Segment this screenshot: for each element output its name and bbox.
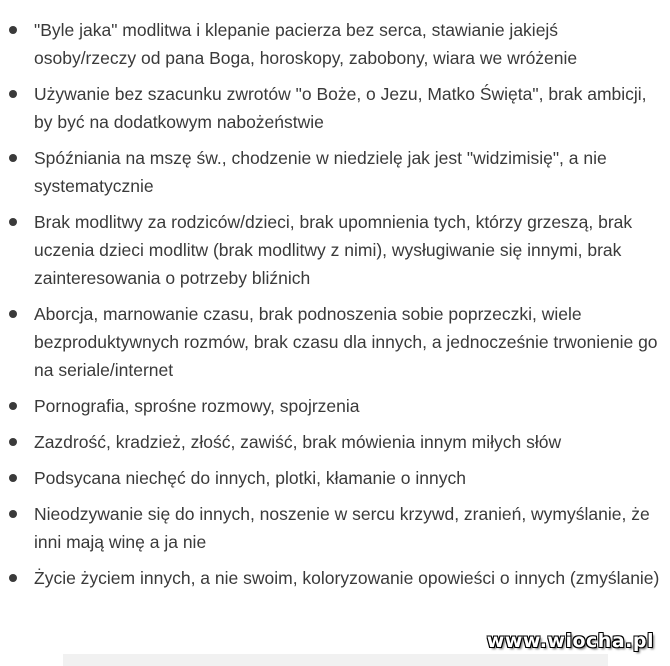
bullet-icon	[9, 402, 17, 410]
list-item-text: "Byle jaka" modlitwa i klepanie pacierza bez serca, stawianie jakiejś osoby/rzeczy od pana Boga, horoskopy, zabobony, wiara we wróżenie	[34, 20, 578, 68]
watermark: www.wiocha.pl	[486, 630, 654, 652]
list-item-text: Brak modlitwy za rodziców/dzieci, brak upomnienia tych, którzy grzeszą, brak uczenia dzieci modlitw (brak modlitwy z nimi), wysługiwanie się innymi, brak zainteresowania o potrzeby bliźnich	[34, 212, 633, 288]
list-item-text: Spóźniania na mszę św., chodzenie w niedzielę jak jest "widzimisię", a nie systematycznie	[34, 148, 607, 196]
list-item	[0, 300, 660, 384]
bullet-icon	[9, 310, 17, 318]
list-item	[0, 392, 660, 420]
bottom-divider-bar	[63, 654, 608, 666]
bullet-list	[0, 16, 660, 600]
list-item-text: Podsycana niechęć do innych, plotki, kłamanie o innych	[34, 468, 466, 488]
bullet-icon	[9, 26, 17, 34]
list-item	[0, 80, 660, 136]
bullet-icon	[9, 90, 17, 98]
list-item-text: Zazdrość, kradzież, złość, zawiść, brak mówienia innym miłych słów	[34, 432, 562, 452]
bullet-icon	[9, 510, 17, 518]
bullet-icon	[9, 474, 17, 482]
list-item	[0, 208, 660, 292]
list-item-text: Życie życiem innych, a nie swoim, koloryzowanie opowieści o innych (zmyślanie)	[34, 568, 660, 588]
list-item	[0, 500, 660, 556]
list-item	[0, 144, 660, 200]
list-item-text: Używanie bez szacunku zwrotów "o Boże, o Jezu, Matko Święta", brak ambicji, by być na dodatkowym nabożeństwie	[34, 84, 647, 132]
list-item-text: Nieodzywanie się do innych, noszenie w sercu krzywd, zranień, wymyślanie, że inni mają winę a ja nie	[34, 504, 650, 552]
list-item-text: Pornografia, sprośne rozmowy, spojrzenia	[34, 396, 360, 416]
list-item-text: Aborcja, marnowanie czasu, brak podnoszenia sobie poprzeczki, wiele bezproduktywnych rozmów, brak czasu dla innych, a jednocześnie trwonienie go na seriale/internet	[34, 304, 658, 380]
bullet-icon	[9, 218, 17, 226]
list-item	[0, 428, 660, 456]
bullet-icon	[9, 154, 17, 162]
list-item	[0, 16, 660, 72]
list-item	[0, 464, 660, 492]
list-item	[0, 564, 660, 592]
bullet-icon	[9, 438, 17, 446]
bullet-icon	[9, 574, 17, 582]
